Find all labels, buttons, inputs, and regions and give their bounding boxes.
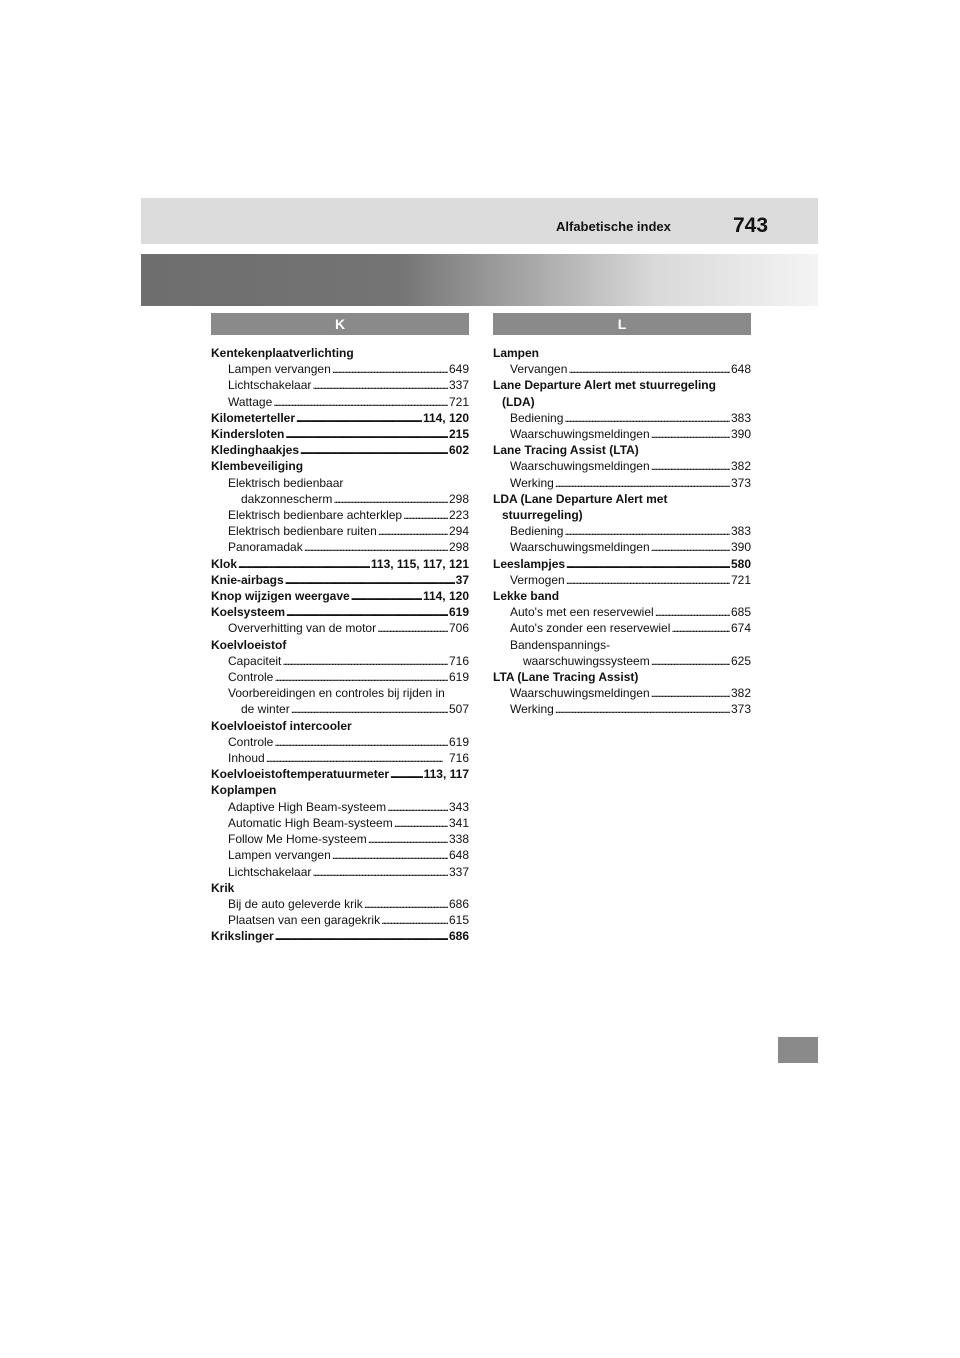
entry-text: waarschuwingssysteem	[523, 653, 650, 668]
dot-leader	[332, 361, 448, 377]
dot-leader	[566, 572, 730, 588]
entry-text: Panoramadak	[228, 540, 303, 555]
index-subterm	[211, 507, 469, 523]
index-subterm	[211, 831, 469, 847]
entry-page-ref: 382	[730, 686, 751, 701]
entry-page-ref: 223	[448, 508, 469, 523]
dot-leader	[655, 604, 730, 620]
dot-leader	[568, 361, 730, 377]
entry-text: Waarschuwingsmeldingen	[510, 459, 650, 474]
dot-leader	[387, 799, 448, 815]
entry-page-ref: 625	[730, 653, 751, 668]
index-term	[211, 588, 469, 604]
entry-text: Leeslampjes	[493, 556, 566, 571]
entry-page-ref: 294	[448, 524, 469, 539]
entry-page-ref: 113, 117	[423, 767, 469, 782]
index-term	[211, 556, 469, 572]
entry-text: Bediening	[510, 410, 564, 425]
entry-page-ref: 580	[730, 556, 751, 571]
dot-leader	[304, 539, 448, 555]
entry-page-ref: 343	[448, 799, 469, 814]
entry-text: Koelvloeistoftemperatuurmeter	[211, 767, 390, 782]
dot-leader	[312, 864, 448, 880]
entry-text: Capaciteit	[228, 653, 282, 668]
index-subterm	[211, 523, 469, 539]
entry-text: Lichtschakelaar	[228, 864, 312, 879]
index-subterm	[211, 361, 469, 377]
entry-page-ref: 337	[448, 378, 469, 393]
index-term	[211, 928, 469, 944]
entry-text: de winter	[241, 702, 290, 717]
entry-page-ref: 685	[730, 605, 751, 620]
index-term	[211, 345, 469, 361]
index-subterm	[493, 620, 751, 636]
entry-page-ref: 619	[448, 734, 469, 749]
entry-page-ref: 114, 120	[422, 410, 469, 425]
index-term	[493, 491, 751, 507]
entry-page-ref: 716	[448, 653, 469, 668]
entry-text: Auto's met een reservewiel	[510, 605, 654, 620]
entry-text: Bij de auto geleverde krik	[228, 896, 363, 911]
entry-text: Elektrisch bedienbaar	[228, 475, 344, 490]
index-term	[211, 718, 469, 734]
entry-text: Follow Me Home-systeem	[228, 832, 367, 847]
entry-page-ref: 337	[448, 864, 469, 879]
entry-page-ref: 721	[730, 572, 751, 587]
index-term	[493, 669, 751, 685]
entry-text: Lampen	[493, 346, 540, 360]
dot-leader	[285, 426, 448, 442]
entry-text: Voorbereidingen en controles bij rijden in	[228, 686, 445, 701]
entry-text: Lane Tracing Assist (LTA)	[493, 443, 639, 458]
index-subterm	[211, 896, 469, 912]
index-subterm	[211, 669, 469, 685]
dot-leader	[351, 588, 422, 604]
entry-page-ref: 721	[448, 394, 469, 409]
entry-text: Elektrisch bedienbare achterklep	[228, 508, 403, 523]
dot-leader	[274, 734, 448, 750]
entry-page-ref: 215	[448, 427, 469, 442]
dot-leader	[651, 685, 730, 701]
index-subterm	[493, 604, 751, 620]
dot-leader	[555, 475, 730, 491]
entry-text: Klembeveiliging	[211, 459, 304, 474]
entry-text: (LDA)	[502, 394, 535, 409]
entry-text: LTA (Lane Tracing Assist)	[493, 670, 639, 685]
dot-leader	[651, 653, 730, 669]
index-term	[211, 458, 469, 474]
dot-leader	[651, 539, 730, 555]
index-subterm	[211, 750, 469, 766]
index-subterm	[493, 523, 751, 539]
entry-page-ref: 648	[730, 362, 751, 377]
decorative-gradient-band	[141, 254, 818, 306]
index-subterm	[493, 410, 751, 426]
dot-leader	[238, 556, 370, 572]
entry-page-ref: 383	[730, 524, 751, 539]
index-subterm	[211, 539, 469, 555]
entry-page-ref: 298	[448, 491, 469, 506]
entry-text: Oververhitting van de motor	[228, 621, 377, 636]
index-term	[493, 556, 751, 572]
entry-text: Vermogen	[510, 572, 565, 587]
entry-text: Kindersloten	[211, 427, 285, 442]
entry-text: Krik	[211, 880, 235, 895]
entry-page-ref: 619	[448, 670, 469, 685]
entry-text: Kentekenplaatverlichting	[211, 346, 354, 360]
entry-page-ref: 298	[448, 540, 469, 555]
entry-text: dakzonnescherm	[241, 491, 333, 506]
index-subterm	[211, 912, 469, 928]
index-subterm	[211, 475, 469, 491]
entry-page-ref: 686	[448, 929, 469, 944]
section-letter-k: K	[211, 313, 469, 335]
entry-text: Wattage	[228, 394, 273, 409]
entry-text: Adaptive High Beam-systeem	[228, 799, 387, 814]
index-subterm	[211, 491, 469, 507]
entry-text: Kledinghaakjes	[211, 443, 300, 458]
index-term	[493, 394, 751, 410]
entry-text: Koelvloeistof	[211, 637, 287, 652]
entry-text: Waarschuwingsmeldingen	[510, 540, 650, 555]
dot-leader	[381, 912, 448, 928]
entry-page-ref: 674	[730, 621, 751, 636]
entry-page-ref: 113, 115, 117, 121	[370, 556, 469, 571]
entry-page-ref: 686	[448, 896, 469, 911]
dot-leader	[364, 896, 448, 912]
entry-text: Lampen vervangen	[228, 362, 331, 377]
entry-text: Koelsysteem	[211, 605, 286, 620]
dot-leader	[274, 669, 448, 685]
index-subterm	[211, 799, 469, 815]
entry-text: Inhoud	[228, 751, 265, 766]
dot-leader	[403, 507, 448, 523]
dot-leader	[266, 750, 448, 766]
index-term	[211, 880, 469, 896]
index-entries-k	[211, 345, 469, 945]
index-term	[211, 766, 469, 782]
entry-page-ref: 648	[448, 848, 469, 863]
entry-text: Controle	[228, 734, 274, 749]
index-subterm	[211, 653, 469, 669]
index-subterm	[211, 377, 469, 393]
entry-text: Kilometerteller	[211, 410, 296, 425]
dot-leader	[651, 458, 730, 474]
dot-leader	[368, 831, 448, 847]
index-term	[211, 572, 469, 588]
entry-text: Lichtschakelaar	[228, 378, 312, 393]
index-subterm	[211, 847, 469, 863]
index-term	[211, 442, 469, 458]
index-term	[493, 507, 751, 523]
entry-text: Lane Departure Alert met stuurregeling	[493, 378, 716, 393]
dot-leader	[390, 766, 423, 782]
entry-text: Koplampen	[211, 783, 277, 798]
dot-leader	[291, 701, 448, 717]
index-term	[211, 426, 469, 442]
index-subterm	[493, 653, 751, 669]
index-column-l	[493, 313, 751, 718]
dot-leader	[377, 620, 448, 636]
entry-page-ref: 338	[448, 832, 469, 847]
entry-text: Klok	[211, 556, 238, 571]
entry-text: Automatic High Beam-systeem	[228, 815, 393, 830]
entry-page-ref: 341	[448, 815, 469, 830]
entry-page-ref: 507	[448, 702, 469, 717]
index-subterm	[211, 620, 469, 636]
index-subterm	[211, 734, 469, 750]
dot-leader	[285, 572, 455, 588]
entry-text: Knop wijzigen weergave	[211, 589, 350, 604]
index-subterm	[493, 539, 751, 555]
entry-text: Elektrisch bedienbare ruiten	[228, 524, 377, 539]
index-term	[211, 782, 469, 798]
section-letter-l: L	[493, 313, 751, 335]
entry-text: Waarschuwingsmeldingen	[510, 427, 650, 442]
index-subterm	[493, 361, 751, 377]
index-subterm	[211, 701, 469, 717]
entry-page-ref: 37	[455, 572, 469, 587]
dot-leader	[296, 410, 422, 426]
index-subterm	[493, 637, 751, 653]
dot-leader	[555, 701, 730, 717]
entry-text: Koelvloeistof intercooler	[211, 718, 352, 733]
entry-text: stuurregeling)	[502, 508, 583, 523]
entry-text: Bandenspannings-	[510, 637, 611, 652]
entry-page-ref: 615	[448, 913, 469, 928]
index-term	[493, 588, 751, 604]
dot-leader	[273, 394, 448, 410]
index-column-k	[211, 313, 469, 945]
entry-page-ref: 602	[448, 443, 469, 458]
entry-page-ref: 390	[730, 427, 751, 442]
dot-leader	[564, 523, 730, 539]
dot-leader	[564, 410, 730, 426]
dot-leader	[300, 442, 448, 458]
index-subterm	[493, 458, 751, 474]
entry-page-ref: 716	[448, 751, 469, 766]
dot-leader	[286, 604, 448, 620]
index-term	[493, 442, 751, 458]
entry-text: Vervangen	[510, 362, 568, 377]
index-term	[211, 637, 469, 653]
entry-text: Auto's zonder een reservewiel	[510, 621, 671, 636]
dot-leader	[671, 620, 730, 636]
thumb-index-tab	[778, 1037, 818, 1063]
entry-text: Lekke band	[493, 589, 560, 604]
index-subterm	[493, 475, 751, 491]
entry-text: Plaatsen van een garagekrik	[228, 913, 381, 928]
entry-page-ref: 390	[730, 540, 751, 555]
entry-text: Werking	[510, 702, 554, 717]
page-title: Alfabetische index	[556, 219, 671, 234]
dot-leader	[312, 377, 448, 393]
index-entries-l	[493, 345, 751, 718]
dot-leader	[378, 523, 448, 539]
entry-text: Werking	[510, 475, 554, 490]
index-term	[211, 604, 469, 620]
entry-page-ref: 649	[448, 362, 469, 377]
entry-page-ref: 619	[448, 605, 469, 620]
dot-leader	[275, 928, 448, 944]
index-subterm	[493, 572, 751, 588]
header-bar	[141, 198, 818, 244]
entry-text: Krikslinger	[211, 929, 274, 944]
index-subterm	[211, 815, 469, 831]
entry-text: Controle	[228, 670, 274, 685]
dot-leader	[566, 556, 730, 572]
index-term	[493, 345, 751, 361]
index-term	[211, 410, 469, 426]
entry-text: Bediening	[510, 524, 564, 539]
entry-text: LDA (Lane Departure Alert met	[493, 491, 668, 506]
dot-leader	[333, 491, 448, 507]
entry-page-ref: 706	[448, 621, 469, 636]
page-number: 743	[733, 214, 769, 237]
index-subterm	[493, 685, 751, 701]
entry-text: Waarschuwingsmeldingen	[510, 686, 650, 701]
index-subterm	[211, 394, 469, 410]
dot-leader	[332, 847, 448, 863]
index-term	[493, 377, 751, 393]
entry-page-ref: 382	[730, 459, 751, 474]
index-subterm	[493, 701, 751, 717]
dot-leader	[282, 653, 448, 669]
index-subterm	[211, 685, 469, 701]
entry-page-ref: 373	[730, 475, 751, 490]
entry-text: Lampen vervangen	[228, 848, 331, 863]
entry-page-ref: 373	[730, 702, 751, 717]
entry-page-ref: 383	[730, 410, 751, 425]
index-subterm	[493, 426, 751, 442]
dot-leader	[651, 426, 730, 442]
index-subterm	[211, 864, 469, 880]
entry-text: Knie-airbags	[211, 572, 284, 587]
dot-leader	[394, 815, 448, 831]
entry-page-ref: 114, 120	[422, 589, 469, 604]
